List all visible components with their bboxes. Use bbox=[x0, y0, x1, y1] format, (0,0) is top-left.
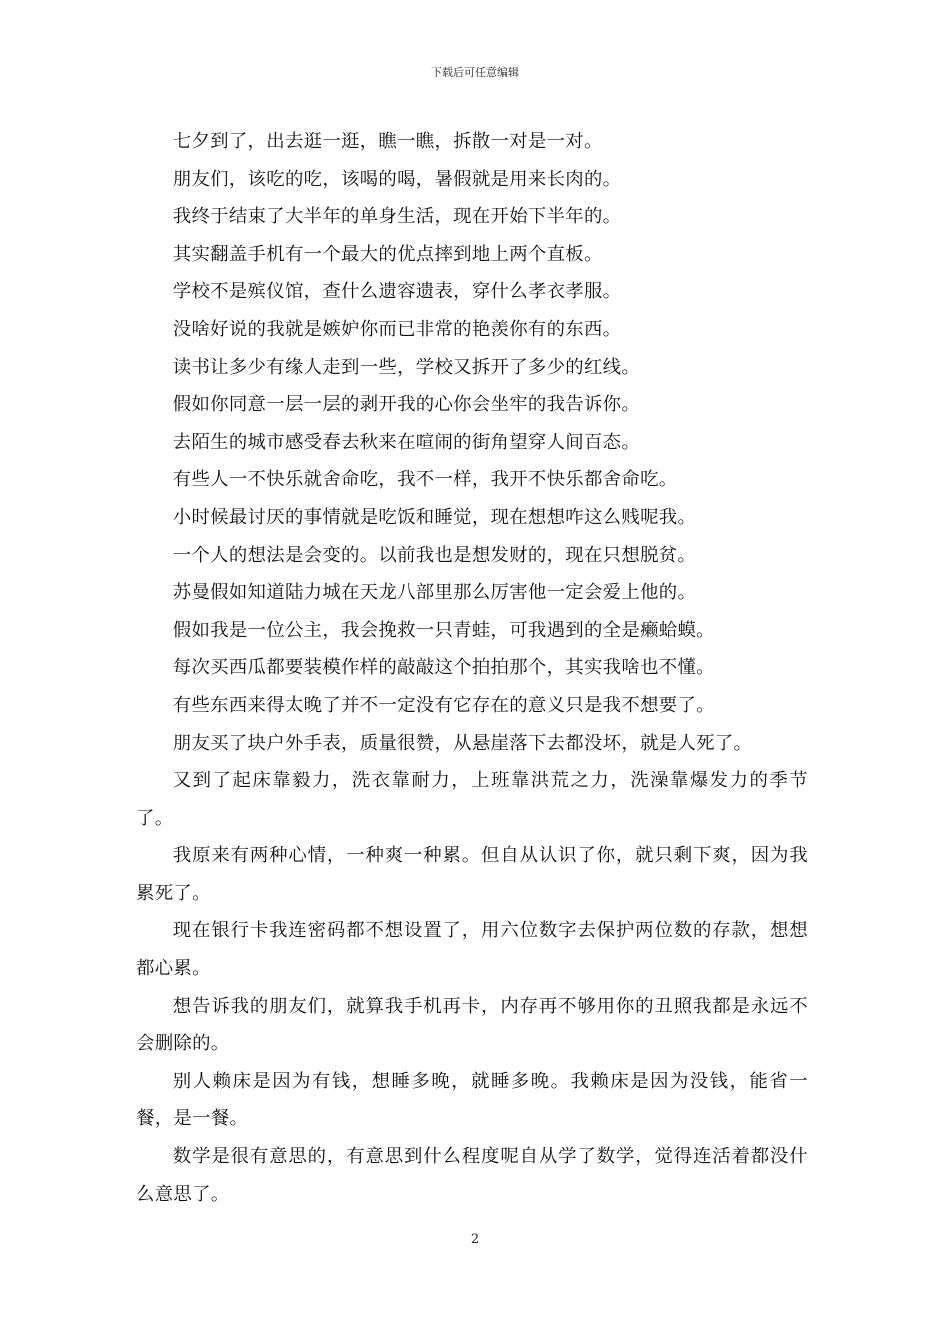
paragraph: 小时候最讨厌的事情就是吃饭和睡觉，现在想想咋这么贱呢我。 bbox=[172, 506, 697, 528]
paragraph: 朋友们，该吃的吃，该喝的喝，暑假就是用来长肉的。 bbox=[172, 168, 622, 190]
paragraph: 朋友买了块户外手表，质量很赞，从悬崖落下去都没坏，就是人死了。 bbox=[172, 732, 753, 754]
paragraph: 读书让多少有缘人走到一些，学校又拆开了多少的红线。 bbox=[172, 356, 641, 378]
paragraph: 我终于结束了大半年的单身生活，现在开始下半年的。 bbox=[172, 206, 622, 228]
paragraph: 我原来有两种心情，一种爽一种累。但自从认识了你，就只剩下爽，因为我累死了。 bbox=[136, 845, 808, 904]
paragraph: 假如我是一位公主，我会挽救一只青蛙，可我遇到的全是癞蛤蟆。 bbox=[172, 619, 715, 641]
paragraph: 又到了起床靠毅力，洗衣靠耐力，上班靠洪荒之力，洗澡靠爆发力的季节了。 bbox=[136, 770, 808, 829]
paragraph: 别人赖床是因为有钱，想睡多晚，就睡多晚。我赖床是因为没钱，能省一餐，是一餐。 bbox=[136, 1070, 808, 1130]
document-body bbox=[136, 123, 808, 1213]
page-header: 下载后可任意编辑 bbox=[431, 66, 519, 79]
paragraph: 苏曼假如知道陆力城在天龙八部里那么厉害他一定会爱上他的。 bbox=[172, 582, 697, 604]
paragraph: 现在银行卡我连密码都不想设置了，用六位数字去保护两位数的存款，想想都心累。 bbox=[136, 920, 808, 980]
paragraph: 每次买西瓜都要装模作样的敲敲这个拍拍那个，其实我啥也不懂。 bbox=[172, 657, 715, 679]
paragraph: 七夕到了，出去逛一逛，瞧一瞧，拆散一对是一对。 bbox=[172, 131, 603, 152]
paragraph: 一个人的想法是会变的。以前我也是想发财的，现在只想脱贫。 bbox=[172, 544, 697, 566]
page-number: 2 bbox=[470, 1232, 480, 1247]
paragraph: 学校不是殡仪馆，查什么遗容遗表，穿什么孝衣孝服。 bbox=[172, 281, 622, 303]
paragraph: 想告诉我的朋友们，就算我手机再卡，内存再不够用你的丑照我都是永远不会删除的。 bbox=[136, 995, 808, 1055]
paragraph: 去陌生的城市感受春去秋来在喧闹的街角望穿人间百态。 bbox=[172, 431, 641, 453]
paragraph: 没啥好说的我就是嫉妒你而已非常的艳羡你有的东西。 bbox=[172, 318, 622, 340]
paragraph: 数学是很有意思的，有意思到什么程度呢自从学了数学，觉得连活着都没什么意思了。 bbox=[136, 1146, 808, 1205]
paragraph: 其实翻盖手机有一个最大的优点摔到地上两个直板。 bbox=[172, 243, 603, 265]
paragraph: 假如你同意一层一层的剥开我的心你会坐牢的我告诉你。 bbox=[172, 394, 641, 416]
paragraph: 有些人一不快乐就舍命吃，我不一样，我开不快乐都舍命吃。 bbox=[172, 469, 678, 491]
paragraph: 有些东西来得太晚了并不一定没有它存在的意义只是我不想要了。 bbox=[172, 694, 715, 716]
